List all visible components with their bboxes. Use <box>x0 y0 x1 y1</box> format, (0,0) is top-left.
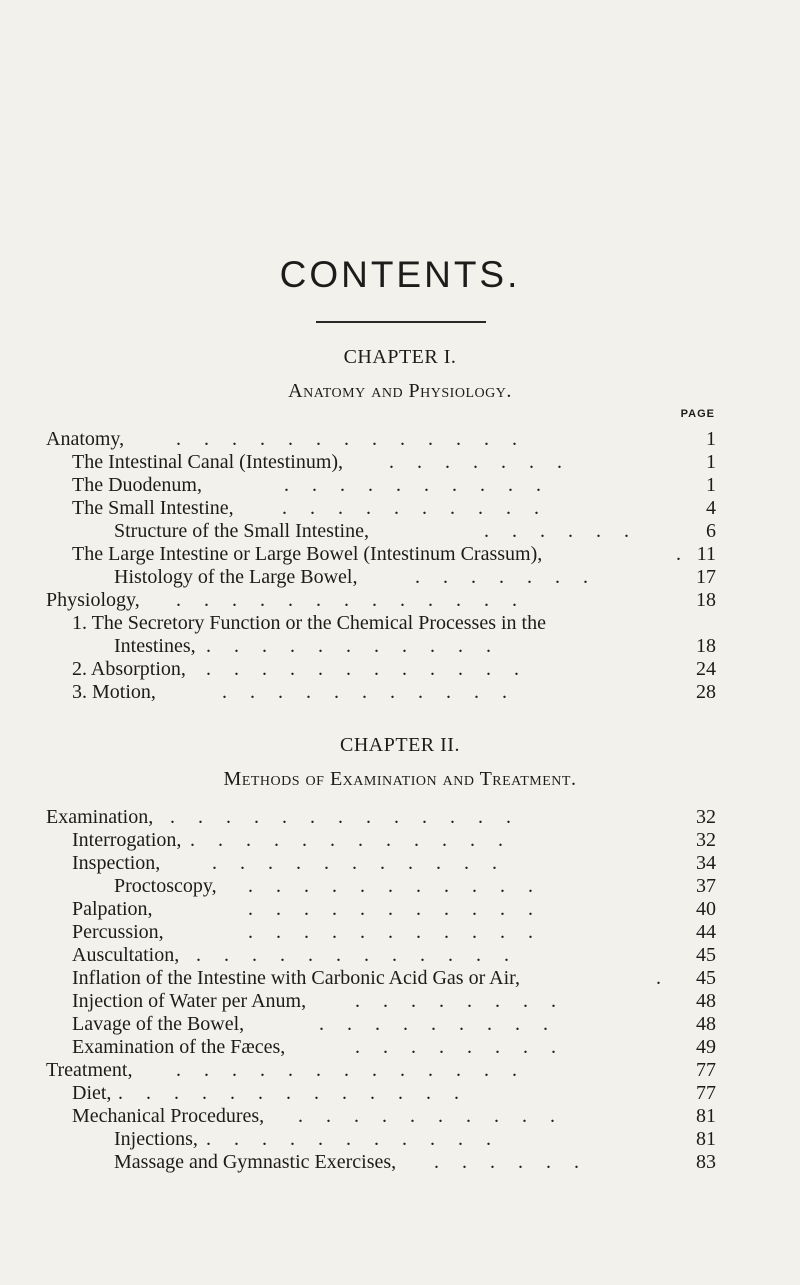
leader-dots: . . . . . . . . . . . . . <box>118 1082 468 1104</box>
entry-title: Inflation of the Intestine with Carbonic Acid Gas or Air, <box>72 967 520 989</box>
entry-page: 32 <box>696 806 716 828</box>
toc-entry[interactable] <box>72 944 716 966</box>
entry-page: 83 <box>696 1151 716 1173</box>
leader-dots: . . . . . . . . . . . <box>248 875 542 897</box>
entry-page: 18 <box>696 635 716 657</box>
leader-dots: . . . . . . . . . . . . <box>196 944 518 966</box>
entry-title: Histology of the Large Bowel, <box>114 566 358 588</box>
entry-page: 1 <box>706 474 716 496</box>
entry-title: Auscultation, <box>72 944 180 966</box>
toc-entry[interactable] <box>72 681 716 703</box>
leader-dots: . . . . . . <box>434 1151 588 1173</box>
toc-entry[interactable] <box>72 1036 716 1058</box>
entry-title: Structure of the Small Intestine, <box>114 520 369 542</box>
leader-dots: . . . . . . . . . . . . . <box>176 428 526 450</box>
toc-entry[interactable] <box>72 612 716 634</box>
leader-dots: . . . . . . . . . <box>319 1013 557 1035</box>
toc-entry[interactable] <box>72 451 716 473</box>
entry-title: Treatment, <box>46 1059 133 1081</box>
entry-title: The Large Intestine or Large Bowel (Intestinum Crassum), <box>72 543 543 565</box>
toc-entry[interactable] <box>72 1082 716 1104</box>
leader-dots: . . . . . . . <box>389 451 571 473</box>
leader-dots: . <box>656 967 670 989</box>
toc-entry[interactable] <box>46 1059 716 1081</box>
entry-page: 77 <box>696 1082 716 1104</box>
toc-entry[interactable] <box>114 875 716 897</box>
entry-title: Intestines, <box>114 635 196 657</box>
toc-entry[interactable] <box>72 497 716 519</box>
leader-dots: . . . . . . . . <box>355 990 565 1012</box>
entry-page: 81 <box>696 1128 716 1150</box>
chapter-heading: CHAPTER II. <box>340 734 460 756</box>
leader-dots: . . . . . . . . . . <box>298 1105 564 1127</box>
toc-entry[interactable] <box>114 1151 716 1173</box>
entry-page: 40 <box>696 898 716 920</box>
leader-dots: . . . . . . . . . . <box>284 474 550 496</box>
entry-title: The Small Intestine, <box>72 497 234 519</box>
leader-dots: . <box>676 543 690 565</box>
toc-entry[interactable] <box>46 589 716 611</box>
toc-entry[interactable] <box>72 543 716 565</box>
entry-page: 24 <box>696 658 716 680</box>
entry-title: Massage and Gymnastic Exercises, <box>114 1151 397 1173</box>
title-rule <box>316 321 486 323</box>
chapter-heading: CHAPTER I. <box>343 346 457 368</box>
entry-title: 3. Motion, <box>72 681 156 703</box>
entry-page: 28 <box>696 681 716 703</box>
toc-entry[interactable] <box>72 921 716 943</box>
leader-dots: . . . . . . . <box>415 566 597 588</box>
toc-entry[interactable] <box>114 520 716 542</box>
entry-page: 45 <box>696 967 716 989</box>
entry-page: 1 <box>706 428 716 450</box>
entry-title: Inspection, <box>72 852 161 874</box>
toc-entry[interactable] <box>72 967 716 989</box>
leader-dots: . . . . . . . . . . . . <box>206 658 528 680</box>
leader-dots: . . . . . . <box>484 520 638 542</box>
entry-page: 49 <box>696 1036 716 1058</box>
leader-dots: . . . . . . . . . . . <box>212 852 506 874</box>
entry-title: Mechanical Procedures, <box>72 1105 265 1127</box>
entry-title: Percussion, <box>72 921 164 943</box>
leader-dots: . . . . . . . . . . . . . <box>170 806 520 828</box>
entry-title: Diet, <box>72 1082 112 1104</box>
entry-page: 1 <box>706 451 716 473</box>
toc-entry[interactable] <box>72 852 716 874</box>
entry-title: 2. Absorption, <box>72 658 186 680</box>
entry-page: 32 <box>696 829 716 851</box>
entry-page: 37 <box>696 875 716 897</box>
entry-page: 6 <box>706 520 716 542</box>
entry-title: 1. The Secretory Function or the Chemical Processes in the <box>72 612 546 634</box>
leader-dots: . . . . . . . . . . . <box>222 681 516 703</box>
toc-entry[interactable] <box>72 898 716 920</box>
leader-dots: . . . . . . . . . . <box>282 497 548 519</box>
entry-title: The Intestinal Canal (Intestinum), <box>72 451 344 473</box>
toc-entry[interactable] <box>114 635 716 657</box>
entry-page: 45 <box>696 944 716 966</box>
entry-title: The Duodenum, <box>72 474 202 496</box>
toc-entry[interactable] <box>72 658 716 680</box>
toc-entry[interactable] <box>72 1105 716 1127</box>
entry-page: 4 <box>706 497 716 519</box>
toc-entry[interactable] <box>114 1128 716 1150</box>
entry-page: 81 <box>696 1105 716 1127</box>
leader-dots: . . . . . . . . . . . . <box>190 829 512 851</box>
leader-dots: . . . . . . . . . . . <box>248 898 542 920</box>
leader-dots: . . . . . . . . . . . . . <box>176 1059 526 1081</box>
entry-page: 17 <box>696 566 716 588</box>
leader-dots: . . . . . . . . . . . <box>206 635 500 657</box>
page-title: CONTENTS. <box>279 254 521 295</box>
entry-title: Lavage of the Bowel, <box>72 1013 245 1035</box>
entry-title: Physiology, <box>46 589 140 611</box>
toc-entry[interactable] <box>72 990 716 1012</box>
entry-page: 48 <box>696 1013 716 1035</box>
leader-dots: . . . . . . . . <box>355 1036 565 1058</box>
section-heading: Methods of Examination and Treatment. <box>223 768 577 790</box>
entry-page: 48 <box>696 990 716 1012</box>
entry-title: Palpation, <box>72 898 153 920</box>
toc-entry[interactable] <box>72 1013 716 1035</box>
toc-entry[interactable] <box>72 829 716 851</box>
entry-page: 34 <box>696 852 716 874</box>
leader-dots: . . . . . . . . . . . <box>206 1128 500 1150</box>
toc-entry[interactable] <box>46 806 716 828</box>
entry-title: Injection of Water per Anum, <box>72 990 307 1012</box>
toc-entry[interactable] <box>46 428 716 450</box>
toc-entry[interactable] <box>114 566 716 588</box>
entry-title: Interrogation, <box>72 829 182 851</box>
section-heading: Anatomy and Physiology. <box>288 380 512 402</box>
toc-entry[interactable] <box>72 474 716 496</box>
page-column-label: PAGE <box>680 408 715 420</box>
leader-dots: . . . . . . . . . . . . . <box>176 589 526 611</box>
entry-title: Anatomy, <box>46 428 125 450</box>
leader-dots: . . . . . . . . . . . <box>248 921 542 943</box>
entry-title: Examination, <box>46 806 154 828</box>
entry-page: 18 <box>696 589 716 611</box>
entry-title: Examination of the Fæces, <box>72 1036 286 1058</box>
entry-title: Injections, <box>114 1128 198 1150</box>
entry-title: Proctoscopy, <box>114 875 217 897</box>
entry-page: 11 <box>696 543 716 565</box>
entry-page: 44 <box>696 921 716 943</box>
entry-page: 77 <box>696 1059 716 1081</box>
